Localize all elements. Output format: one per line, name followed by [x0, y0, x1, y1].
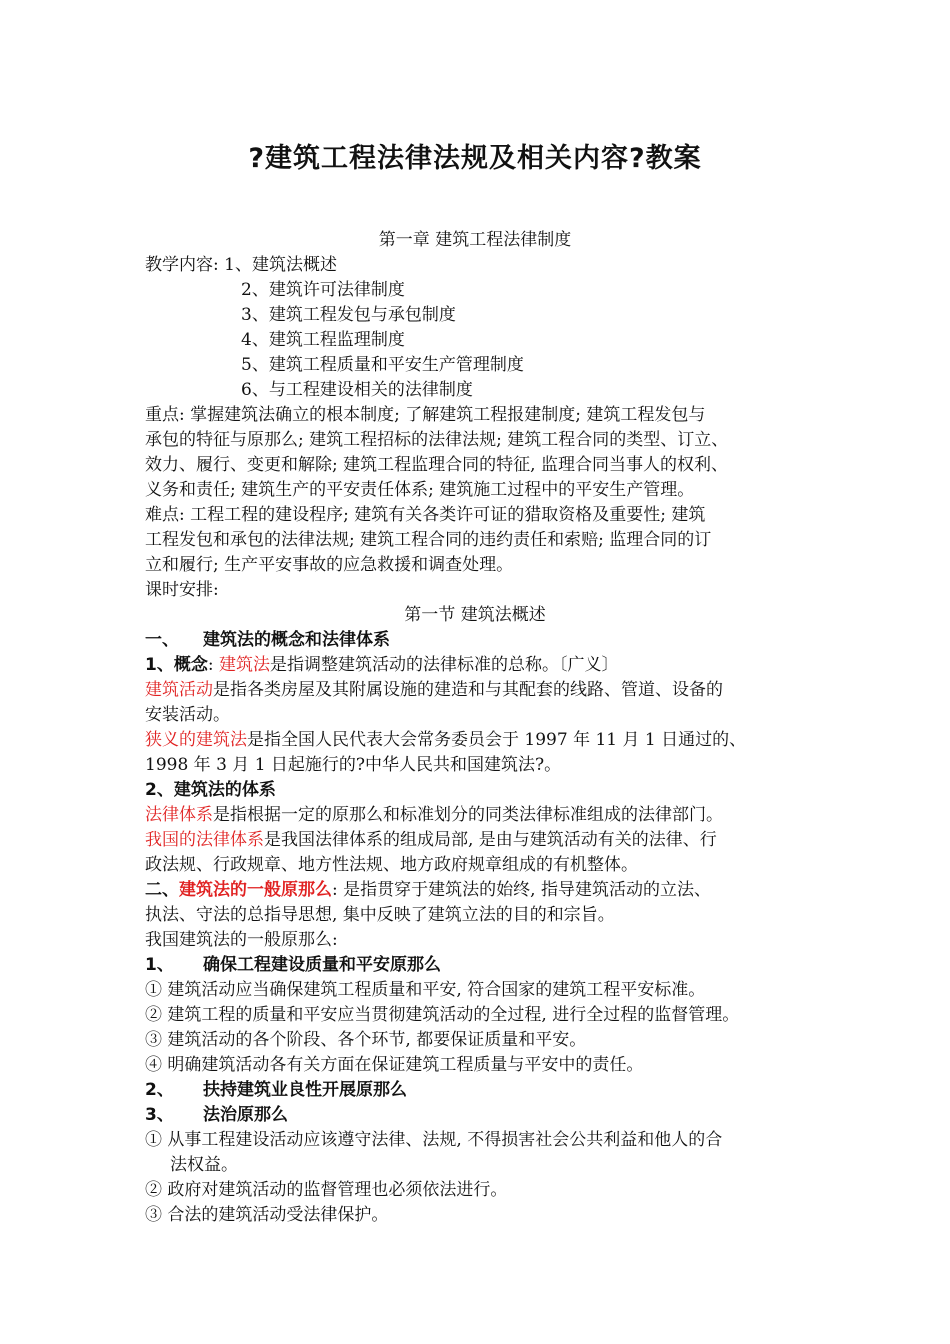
- difficult-points-line: 立和履行; 生产平安事故的应急救援和调查处理。: [145, 555, 514, 575]
- concept-term: 建筑法: [218, 655, 270, 675]
- principle1-item: ③ 建筑活动的各个阶段、各个环节, 都要保证质量和平安。: [145, 1030, 587, 1050]
- principle3-number: 3、: [145, 1105, 174, 1125]
- teaching-item: 5、建筑工程质量和平安生产管理制度: [241, 355, 524, 375]
- activity-term: 建筑活动: [145, 680, 213, 700]
- legal-system-term: 法律体系: [145, 805, 213, 825]
- legal-system-text: 是指根据一定的原那么和标准划分的同类法律标准组成的法律部门。: [213, 805, 723, 825]
- principle1-title: 确保工程建设质量和平安原那么: [203, 955, 441, 975]
- cn-system-term: 我国的法律体系: [145, 830, 264, 850]
- teaching-label: 教学内容:: [145, 255, 225, 275]
- principle2-number: 2、: [145, 1080, 174, 1100]
- principle3-item-cont: 法权益。: [170, 1155, 238, 1175]
- activity-line: [145, 680, 723, 700]
- principle1-item: ② 建筑工程的质量和平安应当贯彻建筑活动的全过程, 进行全过程的监督管理。: [145, 1005, 740, 1025]
- principle1-number: 1、: [145, 955, 174, 975]
- teaching-item: 2、建筑许可法律制度: [241, 280, 405, 300]
- narrow-text: 是指全国人民代表大会常务委员会于 1997 年 11 月 1 日通过的、: [247, 730, 747, 750]
- concept-text: 是指调整建筑活动的法律标准的总称。〔广义〕: [269, 655, 619, 675]
- teaching-item: 6、与工程建设相关的法律制度: [241, 380, 473, 400]
- part2-line-2: 执法、守法的总指导思想, 集中反映了建筑立法的目的和宗旨。: [145, 905, 615, 925]
- cn-system-line-2: 政法规、行政规章、地方性法规、地方政府规章组成的有机整体。: [145, 855, 638, 875]
- narrow-line: [145, 730, 746, 750]
- principles-intro: 我国建筑法的一般原那么:: [145, 930, 338, 950]
- principle1-item: ④ 明确建筑活动各有关方面在保证建筑工程质量与平安中的责任。: [145, 1055, 644, 1075]
- principle2-heading: [145, 1080, 407, 1100]
- principle1-heading: [145, 955, 441, 975]
- key-points-line: 效力、履行、变更和解除; 建筑工程监理合同的特征, 监理合同当事人的权利、: [145, 455, 728, 475]
- principle3-item: ① 从事工程建设活动应该遵守法律、法规, 不得损害社会公共利益和他人的合: [145, 1130, 723, 1150]
- principle3-heading: [145, 1105, 288, 1125]
- key-points-line: 承包的特征与原那么; 建筑工程招标的法律法规; 建筑工程合同的类型、订立、: [145, 430, 729, 450]
- principle3-title: 法治原那么: [203, 1105, 288, 1125]
- legal-system-line: [145, 805, 723, 825]
- teaching-item: 3、建筑工程发包与承包制度: [241, 305, 456, 325]
- system-heading: 2、建筑法的体系: [145, 780, 276, 800]
- concept-line: [145, 655, 618, 675]
- key-points-line: 义务和责任; 建筑生产的平安责任体系; 建筑施工过程中的平安生产管理。: [145, 480, 695, 500]
- teaching-content-line: [145, 255, 337, 275]
- activity-line-2: 安装活动。: [145, 705, 230, 725]
- principle2-title: 扶持建筑业良性开展原那么: [203, 1080, 407, 1100]
- principle3-item: ③ 合法的建筑活动受法律保护。: [145, 1205, 389, 1225]
- principle3-item: ② 政府对建筑活动的监督管理也必须依法进行。: [145, 1180, 508, 1200]
- difficult-points-line: 难点: 工程工程的建设程序; 建筑有关各类许可证的猎取资格及重要性; 建筑: [145, 505, 706, 525]
- part1-heading: [145, 630, 390, 650]
- cn-system-line: [145, 830, 717, 850]
- chapter-heading: 第一章 建筑工程法律制度: [378, 230, 572, 250]
- narrow-line-2: 1998 年 3 月 1 日起施行的?中华人民共和国建筑法?。: [145, 755, 562, 775]
- teaching-item: 4、建筑工程监理制度: [241, 330, 405, 350]
- part2-text: : 是指贯穿于建筑法的始终, 指导建筑活动的立法、: [332, 880, 711, 900]
- concept-colon: :: [207, 655, 219, 675]
- key-points-line: 重点: 掌握建筑法确立的根本制度; 了解建筑工程报建制度; 建筑工程发包与: [145, 405, 706, 425]
- part2-term: 建筑法的一般原那么: [179, 880, 332, 900]
- activity-text: 是指各类房屋及其附属设施的建造和与其配套的线路、管道、设备的: [213, 680, 723, 700]
- narrow-term: 狭义的建筑法: [145, 730, 247, 750]
- part1-title: 建筑法的概念和法律体系: [203, 630, 390, 650]
- schedule-label: 课时安排:: [145, 580, 219, 600]
- document-title: ?建筑工程法律法规及相关内容?教案: [248, 143, 702, 174]
- difficult-points-line: 工程发包和承包的法律法规; 建筑工程合同的违约责任和索赔; 监理合同的订: [145, 530, 712, 550]
- part1-number: 一、: [145, 630, 179, 650]
- cn-system-text: 是我国法律体系的组成局部, 是由与建筑活动有关的法律、行: [264, 830, 717, 850]
- section-heading: 第一节 建筑法概述: [404, 605, 546, 625]
- concept-label: 1、概念: [145, 655, 208, 675]
- teaching-item: 1、建筑法概述: [224, 255, 337, 275]
- part2-line: [145, 880, 711, 900]
- principle1-item: ① 建筑活动应当确保建筑工程质量和平安, 符合国家的建筑工程平安标准。: [145, 980, 706, 1000]
- part2-number: 二、: [145, 880, 179, 900]
